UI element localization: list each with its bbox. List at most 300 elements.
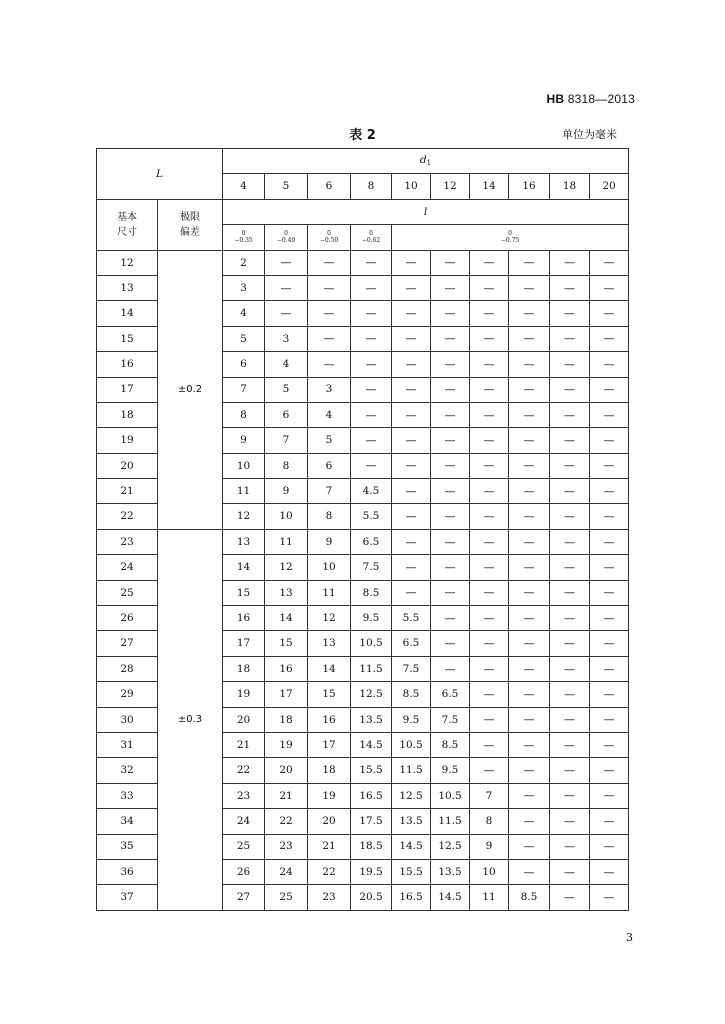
header-limit-deviation (158, 199, 223, 250)
l-value-cell: — (509, 783, 550, 808)
l-value-cell: — (590, 707, 629, 732)
l-value-cell: — (509, 504, 550, 529)
tolerance-cell (392, 225, 629, 250)
l-value-cell: 8.5 (431, 732, 470, 757)
l-value-cell: 18.5 (351, 834, 392, 859)
l-value-cell: 9 (470, 834, 509, 859)
l-value-cell: — (590, 859, 629, 884)
l-value-cell: 10 (470, 859, 509, 884)
l-value-cell: — (550, 504, 590, 529)
basic-size-cell: 23 (97, 529, 158, 554)
l-value-cell: — (470, 656, 509, 681)
l-value-cell: — (265, 301, 308, 326)
l-value-cell: — (431, 352, 470, 377)
limit-deviation-cell: ±0.2 (158, 250, 223, 529)
basic-size-cell: 27 (97, 631, 158, 656)
l-value-cell: — (351, 352, 392, 377)
l-value-cell: 13.5 (392, 809, 431, 834)
l-value-cell: — (392, 453, 431, 478)
l-value-cell: — (509, 428, 550, 453)
header-d1-value: 16 (509, 174, 550, 199)
header-d1-value: 5 (265, 174, 308, 199)
basic-size-cell: 33 (97, 783, 158, 808)
dimension-table (96, 148, 629, 911)
l-value-cell: — (550, 275, 590, 300)
l-value-cell: — (470, 555, 509, 580)
l-value-cell: 20.5 (351, 885, 392, 910)
l-value-cell: — (550, 301, 590, 326)
l-value-cell: 12 (223, 504, 265, 529)
l-value-cell: 18 (308, 758, 351, 783)
l-value-cell: 15 (223, 580, 265, 605)
l-value-cell: 3 (223, 275, 265, 300)
l-value-cell: 19 (265, 732, 308, 757)
l-value-cell: 17 (223, 631, 265, 656)
l-value-cell: — (431, 479, 470, 504)
standard-number: 8318—2013 (567, 92, 635, 106)
l-value-cell: 23 (223, 783, 265, 808)
basic-size-cell: 14 (97, 301, 158, 326)
header-L: L (97, 149, 223, 200)
l-value-cell: — (351, 275, 392, 300)
l-value-cell: 13 (223, 529, 265, 554)
l-value-cell: — (509, 377, 550, 402)
l-value-cell: — (470, 504, 509, 529)
l-value-cell: — (590, 631, 629, 656)
tolerance-upper: 0 (369, 229, 373, 237)
l-value-cell: 6 (223, 352, 265, 377)
l-value-cell: — (308, 301, 351, 326)
l-value-cell: — (509, 275, 550, 300)
l-value-cell: 14.5 (431, 885, 470, 910)
header-l: l (223, 199, 629, 224)
l-value-cell: — (590, 479, 629, 504)
l-value-cell: — (509, 656, 550, 681)
tolerance-lower: −0.62 (361, 237, 381, 245)
l-value-cell: — (590, 402, 629, 427)
tolerance-cell (351, 225, 392, 250)
l-value-cell: — (392, 428, 431, 453)
basic-size-cell: 15 (97, 326, 158, 351)
table-title: 表 2 (349, 128, 376, 143)
l-value-cell: 13.5 (431, 859, 470, 884)
l-value-cell: 8 (223, 402, 265, 427)
l-value-cell: 16 (308, 707, 351, 732)
basic-size-cell: 22 (97, 504, 158, 529)
l-value-cell: 8 (265, 453, 308, 478)
basic-size-line2: 尺寸 (117, 226, 137, 238)
standard-code (547, 92, 635, 106)
l-value-cell: 17 (308, 732, 351, 757)
l-value-cell: 9.5 (431, 758, 470, 783)
header-d1-value: 4 (223, 174, 265, 199)
l-value-cell: — (392, 301, 431, 326)
tolerance-lower: −0.75 (500, 237, 520, 245)
header-d1-value: 18 (550, 174, 590, 199)
l-value-cell: — (392, 479, 431, 504)
l-value-cell: — (550, 402, 590, 427)
l-value-cell: 19 (308, 783, 351, 808)
l-value-cell: 12 (265, 555, 308, 580)
l-value-cell: 8.5 (392, 682, 431, 707)
l-value-cell: — (392, 580, 431, 605)
l-value-cell: — (550, 758, 590, 783)
basic-size-cell: 21 (97, 479, 158, 504)
l-value-cell: — (550, 809, 590, 834)
l-value-cell: 9.5 (351, 606, 392, 631)
l-value-cell: — (590, 301, 629, 326)
l-value-cell: 27 (223, 885, 265, 910)
l-value-cell: — (590, 834, 629, 859)
basic-size-cell: 28 (97, 656, 158, 681)
l-value-cell: 12 (308, 606, 351, 631)
l-value-cell: — (470, 326, 509, 351)
header-d1-symbol: d (419, 154, 427, 167)
l-value-cell: — (431, 555, 470, 580)
l-value-cell: 25 (265, 885, 308, 910)
l-value-cell: — (590, 758, 629, 783)
l-value-cell: 7 (223, 377, 265, 402)
l-value-cell: 23 (265, 834, 308, 859)
l-value-cell: — (550, 606, 590, 631)
l-value-cell: 16 (265, 656, 308, 681)
l-value-cell: — (590, 656, 629, 681)
l-value-cell: — (590, 352, 629, 377)
header-basic-size (97, 199, 158, 250)
l-value-cell: 15.5 (351, 758, 392, 783)
l-value-cell: — (590, 606, 629, 631)
l-value-cell: — (590, 809, 629, 834)
l-value-cell: — (308, 326, 351, 351)
l-value-cell: 3 (265, 326, 308, 351)
l-value-cell: — (351, 453, 392, 478)
l-value-cell: 4 (223, 301, 265, 326)
l-value-cell: 21 (265, 783, 308, 808)
l-value-cell: 11 (265, 529, 308, 554)
l-value-cell: — (392, 250, 431, 275)
l-value-cell: — (392, 352, 431, 377)
l-value-cell: — (590, 504, 629, 529)
l-value-cell: — (470, 301, 509, 326)
l-value-cell: 16.5 (351, 783, 392, 808)
l-value-cell: 13.5 (351, 707, 392, 732)
l-value-cell: — (351, 326, 392, 351)
l-value-cell: — (431, 326, 470, 351)
l-value-cell: 11.5 (431, 809, 470, 834)
l-value-cell: — (590, 326, 629, 351)
l-value-cell: 19 (223, 682, 265, 707)
l-value-cell: — (550, 555, 590, 580)
l-value-cell: 16 (223, 606, 265, 631)
l-value-cell: — (509, 453, 550, 478)
basic-size-cell: 29 (97, 682, 158, 707)
l-value-cell: — (470, 352, 509, 377)
tolerance-upper: 0 (327, 229, 331, 237)
l-value-cell: — (509, 529, 550, 554)
basic-size-cell: 26 (97, 606, 158, 631)
basic-size-cell: 25 (97, 580, 158, 605)
l-value-cell: 6.5 (351, 529, 392, 554)
l-value-cell: 14.5 (392, 834, 431, 859)
l-value-cell: — (590, 453, 629, 478)
unit-note: 单位为毫米 (562, 128, 617, 141)
l-value-cell: — (590, 377, 629, 402)
l-value-cell: 9 (308, 529, 351, 554)
l-value-cell: 14 (265, 606, 308, 631)
l-value-cell: — (550, 428, 590, 453)
l-value-cell: 15 (308, 682, 351, 707)
l-value-cell: 5.5 (351, 504, 392, 529)
l-value-cell: 13 (308, 631, 351, 656)
l-value-cell: — (590, 783, 629, 808)
l-value-cell: 6.5 (431, 682, 470, 707)
tolerance-lower: −0.40 (276, 237, 296, 245)
l-value-cell: — (431, 580, 470, 605)
l-value-cell: — (509, 631, 550, 656)
l-value-cell: — (351, 250, 392, 275)
basic-size-cell: 19 (97, 428, 158, 453)
l-value-cell: — (470, 682, 509, 707)
l-value-cell: 17.5 (351, 809, 392, 834)
l-value-cell: — (550, 250, 590, 275)
l-value-cell: 12.5 (392, 783, 431, 808)
l-value-cell: — (265, 275, 308, 300)
l-value-cell: — (550, 352, 590, 377)
l-value-cell: — (590, 732, 629, 757)
table-row (97, 529, 629, 554)
l-value-cell: 5 (308, 428, 351, 453)
l-value-cell: — (509, 402, 550, 427)
header-d1-value: 12 (431, 174, 470, 199)
l-value-cell: — (392, 275, 431, 300)
header-d1-value: 20 (590, 174, 629, 199)
l-value-cell: 9 (223, 428, 265, 453)
l-value-cell: — (392, 377, 431, 402)
l-value-cell: 10 (308, 555, 351, 580)
l-value-cell: 4 (265, 352, 308, 377)
l-value-cell: — (392, 504, 431, 529)
l-value-cell: — (470, 732, 509, 757)
l-value-cell: 11.5 (351, 656, 392, 681)
l-value-cell: — (590, 250, 629, 275)
header-d1-value: 6 (308, 174, 351, 199)
l-value-cell: — (470, 275, 509, 300)
l-value-cell: 20 (223, 707, 265, 732)
l-value-cell: — (550, 885, 590, 910)
header-row-d1-label (97, 149, 629, 174)
l-value-cell: — (550, 732, 590, 757)
l-value-cell: — (392, 326, 431, 351)
l-value-cell: — (470, 707, 509, 732)
l-value-cell: — (509, 707, 550, 732)
l-value-cell: — (550, 682, 590, 707)
l-value-cell: — (470, 377, 509, 402)
l-value-cell: — (431, 301, 470, 326)
l-value-cell: — (308, 250, 351, 275)
basic-size-cell: 17 (97, 377, 158, 402)
header-d1-value: 8 (351, 174, 392, 199)
header-d1 (223, 149, 629, 174)
basic-size-cell: 13 (97, 275, 158, 300)
l-value-cell: 14 (223, 555, 265, 580)
l-value-cell: — (509, 834, 550, 859)
l-value-cell: 25 (223, 834, 265, 859)
table-row (97, 250, 629, 275)
l-value-cell: 11 (223, 479, 265, 504)
l-value-cell: — (351, 301, 392, 326)
l-value-cell: 5.5 (392, 606, 431, 631)
l-value-cell: — (550, 783, 590, 808)
basic-size-cell: 12 (97, 250, 158, 275)
l-value-cell: 4 (308, 402, 351, 427)
l-value-cell: — (509, 479, 550, 504)
basic-size-cell: 30 (97, 707, 158, 732)
l-value-cell: — (550, 631, 590, 656)
l-value-cell: 7.5 (351, 555, 392, 580)
l-value-cell: 10.5 (392, 732, 431, 757)
l-value-cell: — (431, 250, 470, 275)
l-value-cell: — (509, 682, 550, 707)
l-value-cell: — (509, 580, 550, 605)
l-value-cell: — (550, 529, 590, 554)
l-value-cell: — (509, 859, 550, 884)
basic-size-cell: 35 (97, 834, 158, 859)
limit-deviation-cell: ±0.3 (158, 529, 223, 910)
header-d1-subscript: 1 (426, 159, 432, 168)
header-row-l-label (97, 199, 629, 224)
l-value-cell: — (470, 529, 509, 554)
l-value-cell: 24 (223, 809, 265, 834)
l-value-cell: — (431, 453, 470, 478)
l-value-cell: — (308, 275, 351, 300)
l-value-cell: 14 (308, 656, 351, 681)
l-value-cell: 7.5 (392, 656, 431, 681)
l-value-cell: 11 (308, 580, 351, 605)
l-value-cell: — (590, 428, 629, 453)
basic-size-cell: 34 (97, 809, 158, 834)
header-d1-value: 10 (392, 174, 431, 199)
l-value-cell: — (392, 555, 431, 580)
l-value-cell: 22 (223, 758, 265, 783)
l-value-cell: 14.5 (351, 732, 392, 757)
l-value-cell: 7 (308, 479, 351, 504)
l-value-cell: — (431, 402, 470, 427)
tolerance-cell (223, 225, 265, 250)
l-value-cell: 6 (308, 453, 351, 478)
l-value-cell: 5 (223, 326, 265, 351)
l-value-cell: 9.5 (392, 707, 431, 732)
l-value-cell: 24 (265, 859, 308, 884)
l-value-cell: — (590, 555, 629, 580)
l-value-cell: — (590, 682, 629, 707)
tolerance-upper: 0 (241, 229, 246, 237)
l-value-cell: 23 (308, 885, 351, 910)
l-value-cell: 7 (265, 428, 308, 453)
l-value-cell: 5 (265, 377, 308, 402)
standard-prefix: HB (546, 92, 565, 106)
l-value-cell: 8.5 (509, 885, 550, 910)
l-value-cell: — (470, 250, 509, 275)
l-value-cell: 7 (470, 783, 509, 808)
l-value-cell: — (351, 377, 392, 402)
l-value-cell: — (590, 885, 629, 910)
l-value-cell: — (431, 504, 470, 529)
tolerance-upper: 0 (284, 229, 288, 237)
basic-size-cell: 36 (97, 859, 158, 884)
l-value-cell: 21 (223, 732, 265, 757)
l-value-cell: 11.5 (392, 758, 431, 783)
l-value-cell: — (470, 479, 509, 504)
basic-size-cell: 24 (97, 555, 158, 580)
l-value-cell: — (550, 453, 590, 478)
l-value-cell: — (431, 275, 470, 300)
l-value-cell: — (431, 529, 470, 554)
l-value-cell: — (509, 250, 550, 275)
l-value-cell: 8.5 (351, 580, 392, 605)
l-value-cell: 15 (265, 631, 308, 656)
l-value-cell: 16.5 (392, 885, 431, 910)
l-value-cell: 11 (470, 885, 509, 910)
l-value-cell: — (470, 580, 509, 605)
l-value-cell: — (509, 555, 550, 580)
l-value-cell: 4.5 (351, 479, 392, 504)
l-value-cell: 10.5 (431, 783, 470, 808)
l-value-cell: — (590, 580, 629, 605)
l-value-cell: — (509, 758, 550, 783)
l-value-cell: 10.5 (351, 631, 392, 656)
basic-size-cell: 16 (97, 352, 158, 377)
header-d1-value: 14 (470, 174, 509, 199)
l-value-cell: — (550, 326, 590, 351)
l-value-cell: 7.5 (431, 707, 470, 732)
l-value-cell: — (509, 326, 550, 351)
basic-size-cell: 37 (97, 885, 158, 910)
l-value-cell: — (431, 631, 470, 656)
basic-size-cell: 32 (97, 758, 158, 783)
l-value-cell: — (509, 352, 550, 377)
l-value-cell: 12.5 (351, 682, 392, 707)
l-value-cell: 17 (265, 682, 308, 707)
l-value-cell: 9 (265, 479, 308, 504)
l-value-cell: — (550, 479, 590, 504)
l-value-cell: 8 (308, 504, 351, 529)
l-value-cell: — (509, 606, 550, 631)
l-value-cell: — (550, 580, 590, 605)
tolerance-cell (308, 225, 351, 250)
l-value-cell: 3 (308, 377, 351, 402)
basic-size-cell: 31 (97, 732, 158, 757)
l-value-cell: 13 (265, 580, 308, 605)
l-value-cell: — (470, 402, 509, 427)
l-value-cell: — (351, 402, 392, 427)
l-value-cell: 21 (308, 834, 351, 859)
l-value-cell: — (431, 606, 470, 631)
l-value-cell: 20 (308, 809, 351, 834)
l-value-cell: 20 (265, 758, 308, 783)
l-value-cell: — (265, 250, 308, 275)
l-value-cell: — (550, 377, 590, 402)
l-value-cell: — (470, 428, 509, 453)
l-value-cell: — (431, 428, 470, 453)
l-value-cell: — (509, 732, 550, 757)
l-value-cell: — (308, 352, 351, 377)
l-value-cell: 22 (308, 859, 351, 884)
tolerance-cell (265, 225, 308, 250)
l-value-cell: — (550, 834, 590, 859)
l-value-cell: — (590, 275, 629, 300)
l-value-cell: 18 (265, 707, 308, 732)
l-value-cell: — (509, 301, 550, 326)
